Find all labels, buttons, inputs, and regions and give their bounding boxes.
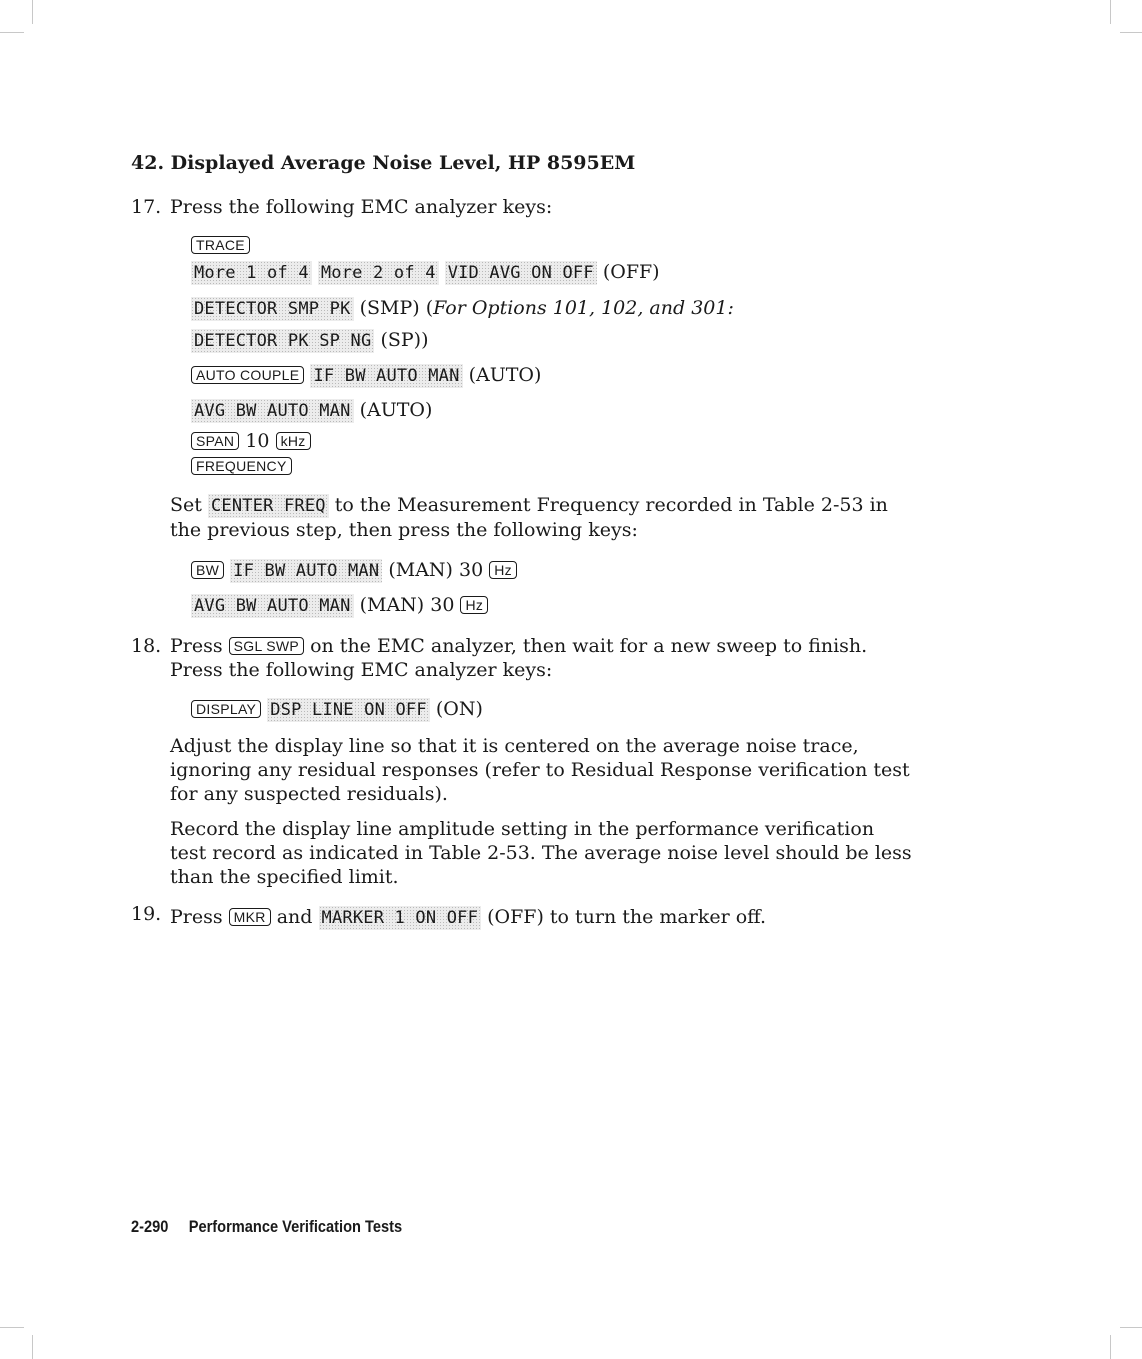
auto-setting: (AUTO) [468, 364, 542, 386]
record-line-1: Record the display line amplitude setting in the performance verification [170, 818, 875, 840]
off-setting: (OFF) [602, 261, 660, 283]
detector-smp-pk-softkey: DETECTOR SMP PK [191, 297, 354, 321]
key-line-trace [191, 233, 250, 257]
press-word: Press [170, 635, 223, 657]
key-line-avg-bw-2 [191, 593, 488, 618]
on-setting: (ON) [435, 698, 483, 720]
span-value: 10 [245, 430, 270, 452]
footer-page-number: 2-290 [131, 1217, 169, 1236]
frequency-hardkey: FREQUENCY [191, 457, 292, 475]
auto-couple-hardkey: AUTO COUPLE [191, 366, 304, 384]
record-line-2: test record as indicated in Table 2-53. The average noise level should be less [170, 842, 912, 864]
key-line-auto-couple [191, 363, 541, 388]
more-1-of-4-softkey: More 1 of 4 [191, 261, 312, 285]
step-19-line [170, 905, 766, 930]
dsp-line-softkey: DSP LINE ON OFF [267, 698, 430, 722]
step-19-number: 19. [131, 903, 162, 925]
step-18-line-1 [170, 634, 867, 658]
vid-avg-softkey: VID AVG ON OFF [445, 261, 597, 285]
options-note: For Options 101, 102, and 301: [433, 297, 734, 319]
center-freq-softkey: CENTER FREQ [208, 494, 329, 518]
hz-hardkey-2: Hz [460, 596, 488, 614]
record-line-3: than the specified limit. [170, 866, 399, 888]
mkr-hardkey: MKR [229, 908, 271, 926]
avg-bw-auto-man-softkey: AVG BW AUTO MAN [191, 399, 354, 423]
key-line-display [191, 697, 483, 722]
bw-hardkey: BW [191, 561, 224, 579]
set-text-1: to the Measurement Frequency recorded in Table 2-53 in [334, 494, 888, 516]
more-2-of-4-softkey: More 2 of 4 [318, 261, 439, 285]
khz-hardkey: kHz [276, 432, 311, 450]
key-line-frequency [191, 454, 292, 478]
key-line-detector-pk [191, 328, 429, 353]
smp-setting: (SMP) ( [359, 297, 434, 319]
key-line-bw [191, 558, 517, 583]
marker-1-softkey: MARKER 1 ON OFF [319, 906, 482, 930]
display-hardkey: DISPLAY [191, 700, 261, 718]
if-bw-auto-man-softkey: IF BW AUTO MAN [310, 364, 462, 388]
step-17-intro: Press the following EMC analyzer keys: [170, 196, 553, 218]
set-center-line-1 [170, 493, 888, 518]
span-hardkey: SPAN [191, 432, 239, 450]
step-17-number: 17. [131, 196, 162, 218]
set-center-line-2: the previous step, then press the following keys: [170, 519, 638, 541]
step-18-number: 18. [131, 635, 162, 657]
avg-bw-auto-man-softkey-2: AVG BW AUTO MAN [191, 594, 354, 618]
set-word: Set [170, 494, 202, 516]
footer-section-title: Performance Verification Tests [188, 1217, 403, 1236]
key-line-detector-smp [191, 296, 734, 321]
press-word-19: Press [170, 906, 223, 928]
step-19-rest: (OFF) to turn the marker off. [487, 906, 767, 928]
key-line-vid-avg [191, 260, 660, 285]
sgl-swp-hardkey: SGL SWP [229, 637, 304, 655]
key-line-span [191, 429, 311, 453]
adjust-line-1: Adjust the display line so that it is centered on the average noise trace, [170, 735, 859, 757]
man-30-setting: (MAN) 30 [388, 559, 484, 581]
detector-pk-sp-ng-softkey: DETECTOR PK SP NG [191, 329, 374, 353]
step-18-line-2: Press the following EMC analyzer keys: [170, 659, 553, 681]
page-footer [131, 1215, 402, 1239]
adjust-line-2: ignoring any residual responses (refer to Residual Response verification test [170, 759, 910, 781]
step-18-rest: on the EMC analyzer, then wait for a new sweep to finish. [310, 635, 868, 657]
section-heading: 42. Displayed Average Noise Level, HP 8595EM [131, 152, 636, 174]
auto-setting-2: (AUTO) [359, 399, 433, 421]
trace-hardkey: TRACE [191, 236, 250, 254]
key-line-avg-bw [191, 398, 432, 423]
if-bw-auto-man-softkey-2: IF BW AUTO MAN [230, 559, 382, 583]
adjust-line-3: for any suspected residuals). [170, 783, 448, 805]
sp-setting: (SP)) [380, 329, 429, 351]
man-30-setting-2: (MAN) 30 [359, 594, 455, 616]
and-word: and [276, 906, 313, 928]
hz-hardkey: Hz [489, 561, 517, 579]
